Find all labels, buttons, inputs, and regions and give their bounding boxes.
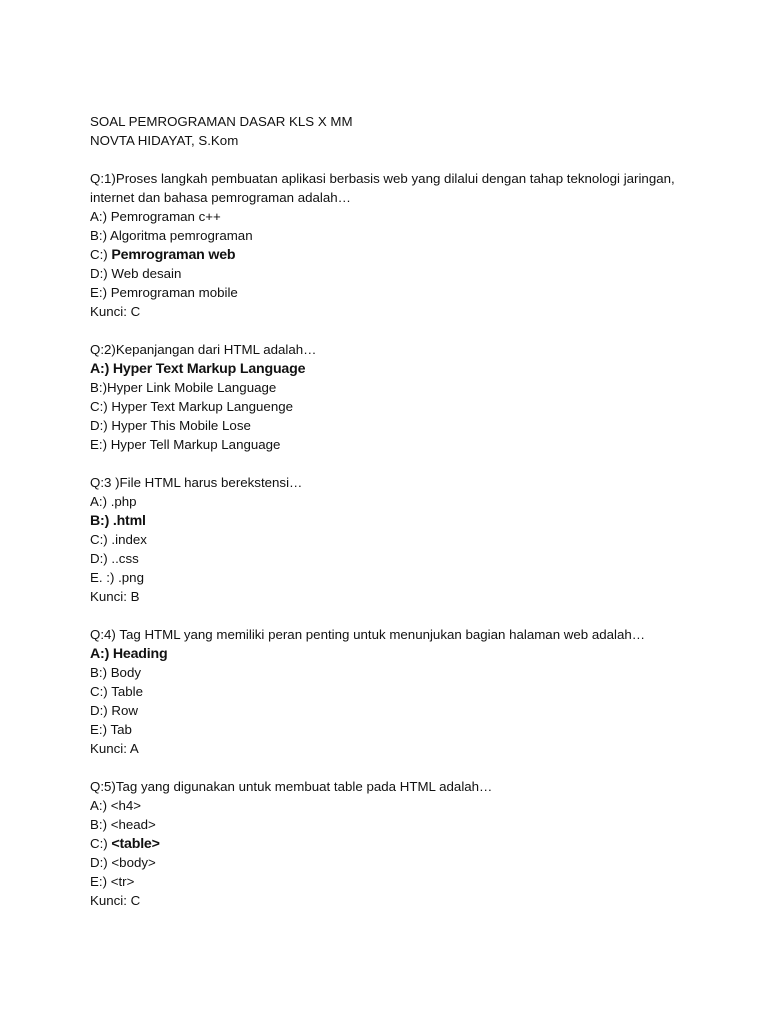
option-text: Pemrograman c++: [110, 209, 221, 224]
option-prefix: A:): [90, 361, 113, 377]
option-prefix: B:): [90, 665, 111, 680]
option-prefix: B:): [90, 817, 111, 832]
option-prefix: E:): [90, 437, 111, 452]
option-text: Pemrograman mobile: [110, 285, 238, 300]
option-prefix: C:): [90, 836, 112, 851]
document-title: SOAL PEMROGRAMAN DASAR KLS X MM: [90, 114, 353, 129]
option-prefix: D:): [90, 418, 112, 433]
question-block: [90, 473, 690, 606]
spacer: [90, 454, 690, 473]
option-c: [90, 245, 690, 264]
option-text: <body>: [111, 855, 156, 870]
spacer: [90, 758, 690, 777]
option-text: .index: [111, 532, 147, 547]
option-text: Hyper This Mobile Lose: [111, 418, 251, 433]
option-e: [90, 283, 690, 302]
option-prefix: C:): [90, 247, 112, 262]
option-d: [90, 853, 690, 872]
document-author: NOVTA HIDAYAT, S.Kom: [90, 133, 239, 148]
option-text: Web desain: [111, 266, 182, 281]
option-text: Algoritma pemrograman: [109, 228, 253, 243]
option-text: Tab: [110, 722, 132, 737]
answer-key: Kunci: B: [90, 589, 140, 604]
option-text: <tr>: [110, 874, 135, 889]
question-block: [90, 169, 690, 321]
option-prefix: C:): [90, 532, 112, 547]
option-text: Row: [111, 703, 139, 718]
option-text: ..css: [111, 551, 139, 566]
option-b: [90, 511, 690, 530]
option-text-correct: <table>: [111, 836, 160, 852]
option-e: [90, 872, 690, 891]
option-prefix: A:): [90, 646, 113, 662]
option-prefix: A:): [90, 209, 111, 224]
option-text: <head>: [110, 817, 156, 832]
option-d: [90, 701, 690, 720]
option-a: [90, 644, 690, 663]
option-text-correct: Heading: [112, 646, 168, 662]
option-c: [90, 397, 690, 416]
option-a: [90, 207, 690, 226]
option-b: [90, 663, 690, 682]
option-text: Body: [110, 665, 141, 680]
option-prefix: C:): [90, 684, 112, 699]
option-text-correct: Pemrograman web: [111, 247, 236, 263]
option-prefix: E. :): [90, 570, 119, 585]
option-d: [90, 264, 690, 283]
question-block: [90, 340, 690, 454]
option-prefix: D:): [90, 266, 112, 281]
option-prefix: D:): [90, 551, 112, 566]
option-e: [90, 568, 690, 587]
option-e: [90, 720, 690, 739]
option-b: [90, 815, 690, 834]
option-text-correct: .html: [112, 513, 146, 529]
option-text: Table: [111, 684, 143, 699]
option-d: [90, 549, 690, 568]
option-text: Hyper Tell Markup Language: [110, 437, 281, 452]
option-prefix: B:): [90, 228, 110, 243]
spacer: [90, 150, 690, 169]
option-prefix: B:): [90, 380, 107, 395]
question-text: Q:2)Kepanjangan dari HTML adalah…: [90, 342, 317, 357]
option-c: [90, 682, 690, 701]
option-prefix: D:): [90, 855, 112, 870]
option-prefix: B:): [90, 513, 113, 529]
question-text: Q:1)Proses langkah pembuatan aplikasi berbasis web yang dilalui dengan tahap teknologi jaringan, internet dan bahasa pemrograman adalah…: [90, 171, 675, 205]
option-d: [90, 416, 690, 435]
answer-key: Kunci: A: [90, 741, 139, 756]
option-a: [90, 359, 690, 378]
option-text: Hyper Link Mobile Language: [107, 380, 277, 395]
option-b: [90, 226, 690, 245]
question-text: Q:5)Tag yang digunakan untuk membuat table pada HTML adalah…: [90, 779, 493, 794]
option-prefix: A:): [90, 494, 111, 509]
option-c: [90, 834, 690, 853]
option-a: [90, 492, 690, 511]
question-block: [90, 625, 690, 758]
document-body: [90, 112, 690, 910]
option-text: .php: [110, 494, 137, 509]
option-prefix: A:): [90, 798, 111, 813]
option-text: <h4>: [110, 798, 142, 813]
spacer: [90, 321, 690, 340]
option-a: [90, 796, 690, 815]
answer-key: Kunci: C: [90, 893, 141, 908]
option-text-correct: Hyper Text Markup Language: [112, 361, 306, 377]
option-c: [90, 530, 690, 549]
spacer: [90, 606, 690, 625]
question-text: Q:3 )File HTML harus berekstensi…: [90, 475, 303, 490]
option-prefix: E:): [90, 285, 111, 300]
question-block: [90, 777, 690, 910]
option-prefix: E:): [90, 874, 111, 889]
question-text: Q:4) Tag HTML yang memiliki peran penting untuk menunjukan bagian halaman web adalah…: [90, 627, 646, 642]
option-b: [90, 378, 690, 397]
option-e: [90, 435, 690, 454]
option-prefix: E:): [90, 722, 111, 737]
answer-key: Kunci: C: [90, 304, 141, 319]
option-prefix: C:): [90, 399, 112, 414]
option-prefix: D:): [90, 703, 112, 718]
option-text: .png: [118, 570, 144, 585]
option-text: Hyper Text Markup Languenge: [111, 399, 294, 414]
